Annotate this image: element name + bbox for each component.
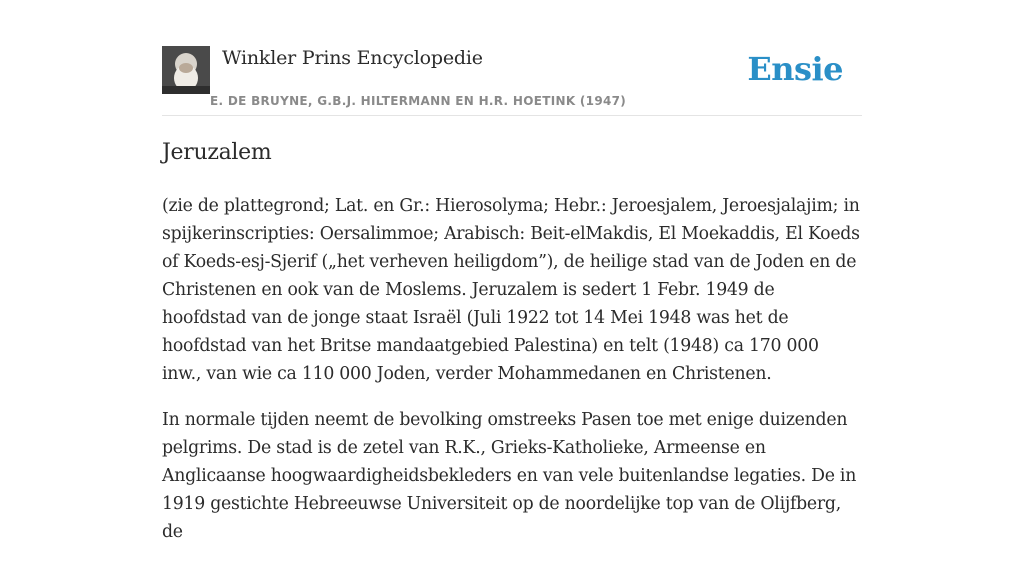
ensie-logo[interactable]: Ensie xyxy=(747,50,843,88)
article-paragraph: In normale tijden neemt de bevolking omstreeks Pasen toe met enige duizenden pelgrims. De stad is de zetel van R.K., Grieks-Katholieke, Armeense en Anglicaanse hoogwaardigheidsbekleders en van vele buitenlandse legaties. De in 1919 gestichte Hebreeuwse Universiteit op de noordelijke top van de Olijfberg, de xyxy=(162,410,857,542)
portrait-image xyxy=(162,46,210,94)
article-body xyxy=(162,192,862,564)
article-title: Jeruzalem xyxy=(162,140,272,165)
book-authors: E. DE BRUYNE, G.B.J. HILTERMANN EN H.R. HOETINK (1947) xyxy=(210,94,627,108)
article-paragraph: (zie de plattegrond; Lat. en Gr.: Hierosolyma; Hebr.: Jeroesjalem, Jeroesjalajim; in spijkerinscripties: Oersalimmoe; Arabisch: Beit-elMakdis, El Moekaddis, El Koeds of Koeds-esj-Sjerif („het verheven heiligdom”), de heilige stad van de Joden en de Christenen en ook van de Moslems. Jeruzalem is sedert 1 Febr. 1949 de hoofdstad van de jonge staat Israël (Juli 1922 tot 14 Mei 1948 was het de hoofdstad van het Britse mandaatgebied Palestina) en telt (1948) ca 170 000 inw., van wie ca 110 000 Joden, verder Mohammedanen en Christenen. xyxy=(162,196,860,384)
book-title[interactable]: Winkler Prins Encyclopedie xyxy=(222,47,483,69)
author-portrait-avatar[interactable] xyxy=(162,46,210,94)
book-header xyxy=(162,46,862,116)
